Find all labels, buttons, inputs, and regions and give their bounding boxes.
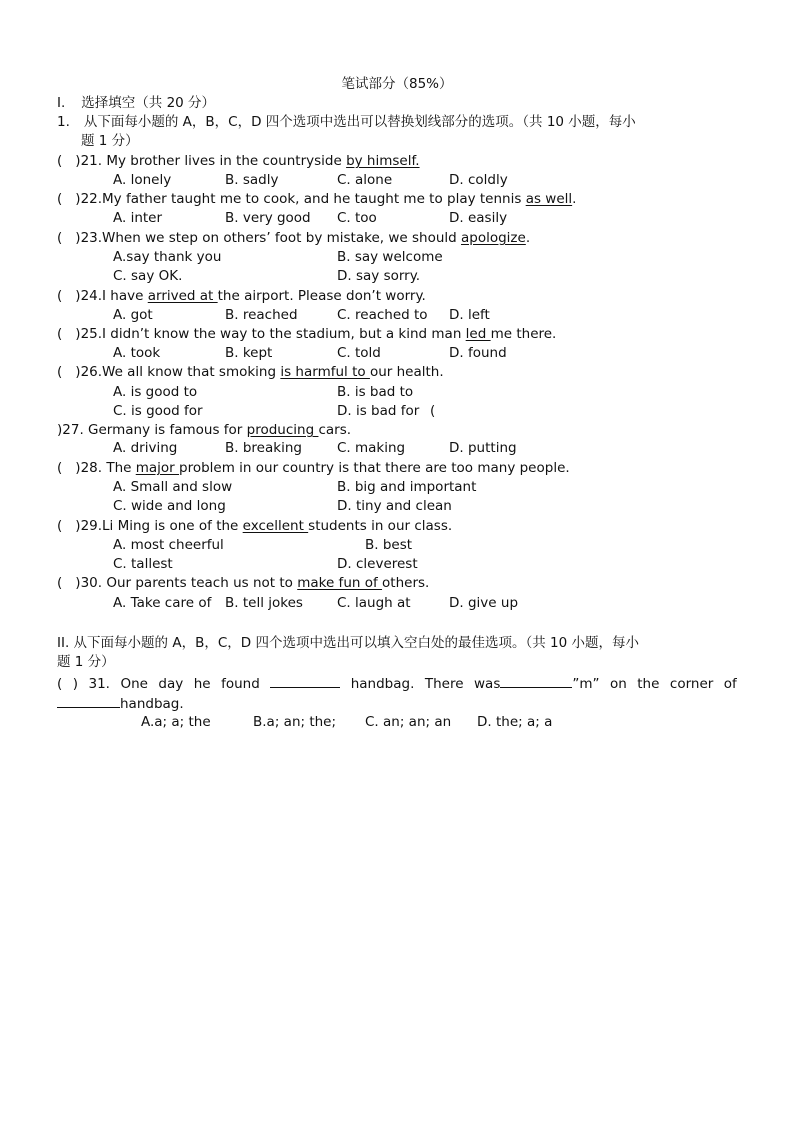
option-c: C. laugh at [337, 595, 411, 611]
question-text: 26.We all know that smoking [80, 364, 281, 380]
option-c: C. reached to [337, 307, 428, 323]
answer-bracket-open: ( [57, 364, 63, 380]
question-26 [57, 363, 444, 382]
question-word: of [723, 676, 737, 692]
question-text: 22.My father taught me to cook, and he taught me to play tennis [80, 191, 526, 207]
answer-bracket-close: ) [75, 288, 81, 304]
section-1-number: I. [57, 95, 66, 111]
question-27 [57, 421, 351, 440]
question-22 [57, 190, 576, 209]
underlined-phrase: producing [246, 422, 319, 438]
answer-blank-2 [500, 674, 572, 688]
question-word: corner [669, 676, 714, 692]
answer-bracket-close: ) [75, 191, 81, 207]
question-text-end: . [572, 191, 577, 207]
answer-bracket-close: ) [57, 422, 63, 438]
option-d: D. is bad for [337, 403, 420, 419]
answer-bracket-open: ( [57, 191, 63, 207]
answer-bracket-open: ( [430, 403, 436, 419]
question-text: 24.I have [80, 288, 148, 304]
underlined-phrase: major [135, 460, 180, 476]
option-b: B. kept [225, 345, 273, 361]
option-c: C. too [337, 210, 377, 226]
answer-bracket-open: ( [57, 460, 63, 476]
option-a: A. inter [113, 210, 163, 226]
option-c: C. told [337, 345, 381, 361]
question-text: 21. My brother lives in the countryside [80, 153, 347, 169]
option-a: A. took [113, 345, 161, 361]
question-word: the [637, 676, 660, 692]
question-word: One [120, 676, 148, 692]
answer-bracket-close: ) [72, 676, 79, 692]
option-c: C. making [337, 440, 406, 456]
question-word: was [474, 676, 501, 692]
option-b: B. say welcome [337, 249, 443, 265]
option-d: D. the; a; a [477, 714, 553, 730]
question-text-end: the airport. Please don’t worry. [217, 288, 426, 304]
part-1-instruction-cont: 题 1 分） [81, 133, 139, 149]
option-d: D. found [449, 345, 507, 361]
answer-blank-1 [270, 674, 340, 688]
option-c: C. say OK. [113, 268, 183, 284]
option-c: C. is good for [113, 403, 203, 419]
question-text-end: . [525, 230, 531, 246]
answer-bracket-close: ) [75, 460, 81, 476]
question-31-cont [57, 694, 184, 713]
question-text-end: our health. [369, 364, 444, 380]
question-28 [57, 459, 570, 478]
option-d: D. left [449, 307, 490, 323]
option-d: D. tiny and clean [337, 498, 452, 514]
option-d: D. easily [449, 210, 508, 226]
answer-bracket-close: ) [75, 230, 81, 246]
underlined-phrase: apologize [461, 230, 526, 246]
question-word: on [609, 676, 627, 692]
option-b: B. breaking [225, 440, 302, 456]
answer-bracket-close: ) [75, 518, 81, 534]
underlined-phrase: is harmful to [280, 364, 370, 380]
question-text-end: students in our class. [308, 518, 453, 534]
question-word-group [474, 674, 600, 693]
question-word: day [158, 676, 184, 692]
underlined-phrase: by himself. [346, 153, 420, 169]
answer-bracket-open: ( [57, 575, 63, 591]
answer-bracket-open: ( [57, 153, 63, 169]
option-a: A.a; a; the [141, 714, 211, 730]
question-text-end: cars. [318, 422, 352, 438]
option-a: A. got [113, 307, 153, 323]
question-word: found [221, 676, 260, 692]
option-b: B. big and important [337, 479, 477, 495]
part-1-number: 1. [57, 114, 70, 130]
answer-bracket-close: ) [75, 153, 81, 169]
page-title: 笔试部分（85%） [341, 76, 453, 92]
option-d: D. coldly [449, 172, 508, 188]
part-1-instruction [57, 113, 636, 132]
option-d: D. cleverest [337, 556, 418, 572]
question-30 [57, 574, 429, 593]
underlined-phrase: led [465, 326, 491, 342]
option-a: A. driving [113, 440, 178, 456]
option-a: A. Small and slow [113, 479, 233, 495]
option-c: C. an; an; an [365, 714, 452, 730]
question-word: handbag. [350, 676, 415, 692]
question-21 [57, 152, 420, 171]
question-text: 30. Our parents teach us not to [80, 575, 298, 591]
question-text: 27. Germany is famous for [62, 422, 247, 438]
question-word: ”m” [572, 676, 600, 692]
question-24 [57, 287, 426, 306]
option-d: D. say sorry. [337, 268, 421, 284]
option-b: B.a; an; the; [253, 714, 337, 730]
question-25 [57, 325, 556, 344]
answer-bracket-close: ) [75, 364, 81, 380]
option-a: A. most cheerful [113, 537, 224, 553]
option-d: D. putting [449, 440, 517, 456]
question-text: 25.I didn’t know the way to the stadium, but a kind man [80, 326, 466, 342]
question-word: handbag. [120, 696, 184, 712]
option-a: A.say thank you [113, 249, 222, 265]
section-1-heading [57, 94, 215, 113]
question-word: There [424, 676, 464, 692]
option-a: A. is good to [113, 384, 198, 400]
option-c: C. alone [337, 172, 393, 188]
question-text-end: me there. [490, 326, 557, 342]
question-number: 31. [88, 676, 110, 692]
question-31 [57, 674, 737, 693]
part-1-text: 从下面每小题的 A，B，C，D 四个选项中选出可以替换划线部分的选项。（共 10 小题，每小 [83, 114, 636, 130]
answer-bracket-open: ( [57, 326, 63, 342]
answer-bracket-open: ( [57, 230, 63, 246]
question-text: 23.When we step on others’ foot by mistake, we should [80, 230, 461, 246]
answer-bracket-open: ( [57, 518, 63, 534]
option-c: C. tallest [113, 556, 173, 572]
option-d: D. give up [449, 595, 519, 611]
section-2-heading-cont: 题 1 分） [57, 654, 115, 670]
underlined-phrase: as well [525, 191, 573, 207]
question-text-end: problem in our country is that there are too many people. [179, 460, 570, 476]
option-b: B. sadly [225, 172, 279, 188]
underlined-phrase: excellent [242, 518, 309, 534]
option-b: B. reached [225, 307, 298, 323]
option-a: A. Take care of [113, 595, 212, 611]
section-1-title: 选择填空（共 20 分） [81, 95, 216, 111]
answer-bracket-open: ( [57, 288, 63, 304]
underlined-phrase: make fun of [297, 575, 383, 591]
answer-bracket-close: ) [75, 575, 81, 591]
question-text-end: others. [382, 575, 430, 591]
section-2-heading: II. 从下面每小题的 A，B，C，D 四个选项中选出可以填入空白处的最佳选项。（共 10 小题，每小 [57, 635, 639, 651]
answer-blank-3 [57, 694, 120, 708]
answer-bracket-open: ( [57, 676, 63, 692]
question-23 [57, 229, 530, 248]
answer-bracket-close: ) [75, 326, 81, 342]
question-word: he [193, 676, 211, 692]
option-b: B. very good [225, 210, 311, 226]
option-b: B. is bad to [337, 384, 414, 400]
option-a: A. lonely [113, 172, 172, 188]
question-text: 29.Li Ming is one of the [80, 518, 243, 534]
question-29 [57, 517, 452, 536]
question-text: 28. The [80, 460, 136, 476]
option-b: B. best [365, 537, 413, 553]
option-b: B. tell jokes [225, 595, 303, 611]
option-c: C. wide and long [113, 498, 226, 514]
underlined-phrase: arrived at [147, 288, 218, 304]
